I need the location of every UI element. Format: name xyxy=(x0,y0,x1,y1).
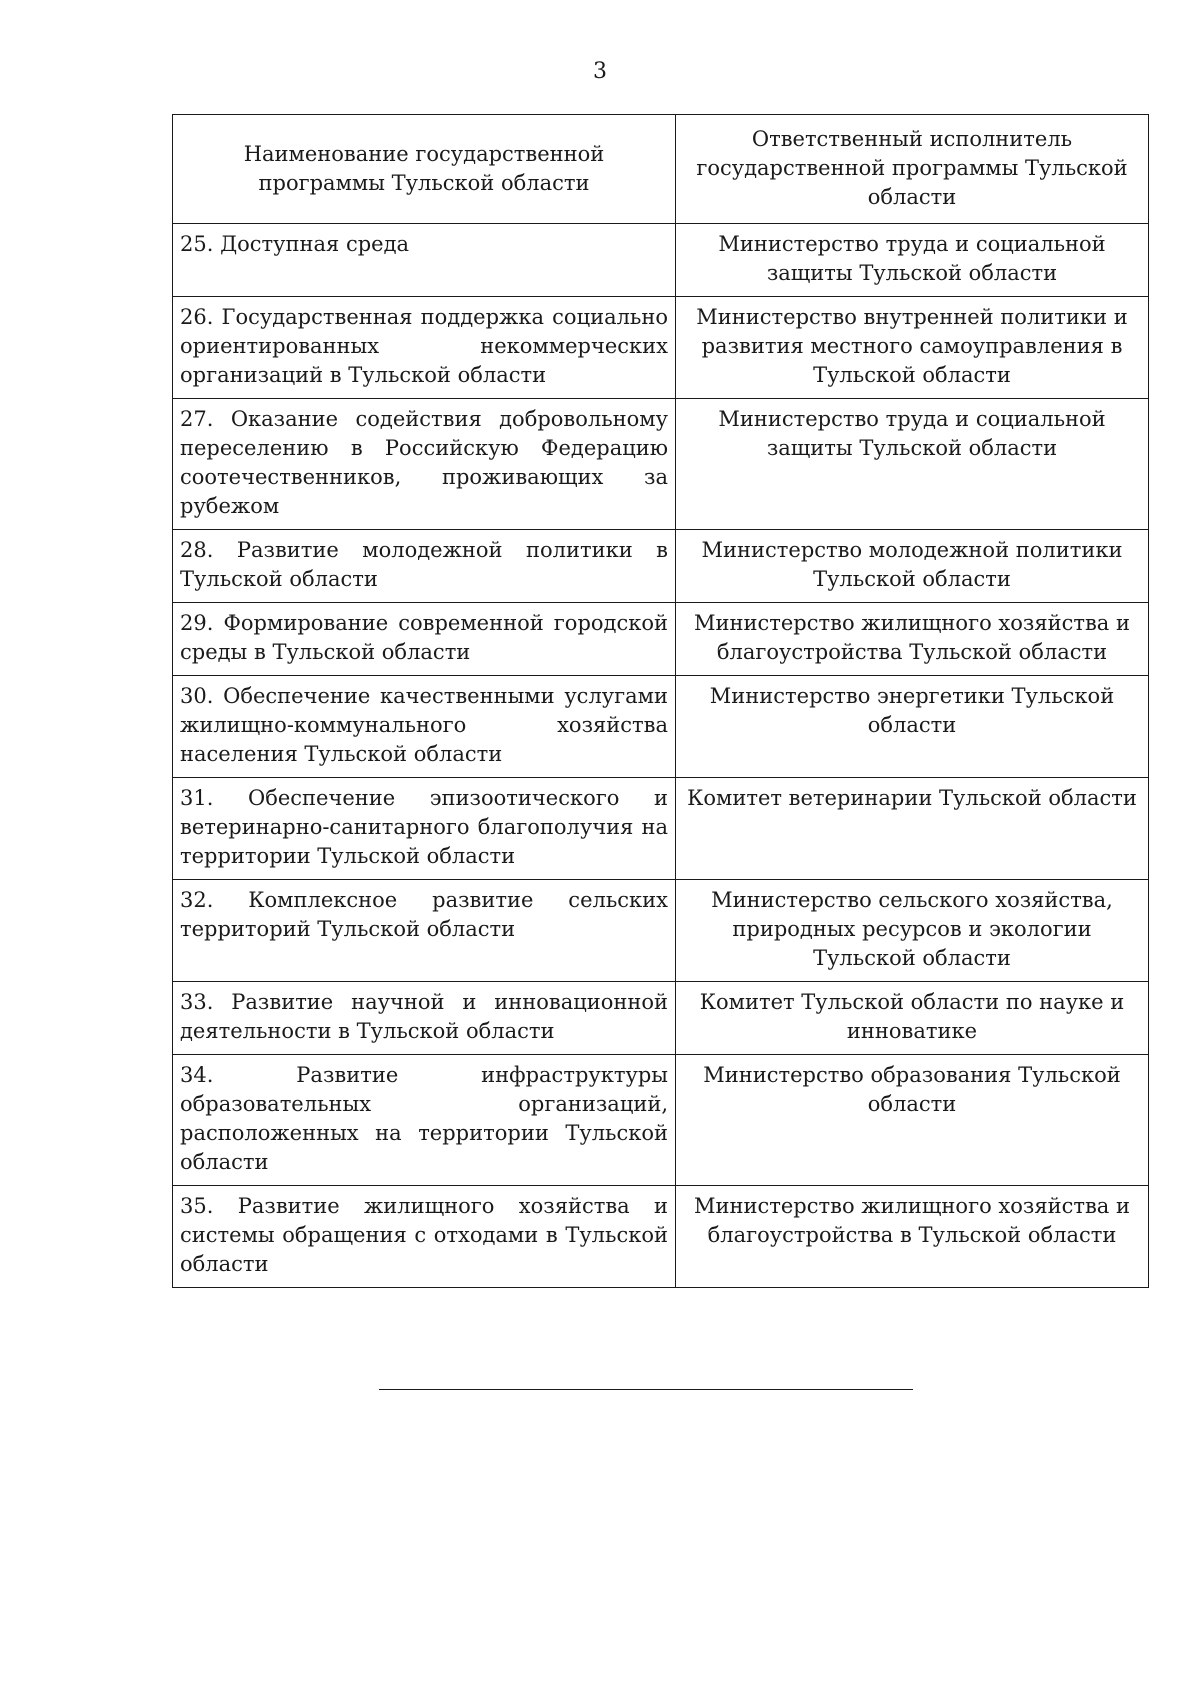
program-name: 35. Развитие жилищного хозяйства и системы обращения с отходами в Тульской области xyxy=(173,1186,676,1288)
program-name: 30. Обеспечение качественными услугами жилищно-коммунального хозяйства населения Тульской области xyxy=(173,676,676,778)
table-row xyxy=(173,530,1149,603)
responsible-executor: Министерство энергетики Тульской области xyxy=(676,676,1149,778)
table-row xyxy=(173,399,1149,530)
responsible-executor: Министерство молодежной политики Тульской области xyxy=(676,530,1149,603)
programs-table xyxy=(172,114,1149,1288)
end-of-document-rule xyxy=(379,1389,913,1390)
program-name: 27. Оказание содействия добровольному переселению в Российскую Федерацию соотечественников, проживающих за рубежом xyxy=(173,399,676,530)
table-row xyxy=(173,603,1149,676)
responsible-executor: Министерство внутренней политики и развития местного самоуправления в Тульской области xyxy=(676,297,1149,399)
table-row xyxy=(173,297,1149,399)
responsible-executor: Министерство образования Тульской области xyxy=(676,1055,1149,1186)
table-row xyxy=(173,778,1149,880)
program-name: 29. Формирование современной городской среды в Тульской области xyxy=(173,603,676,676)
responsible-executor: Министерство жилищного хозяйства и благоустройства в Тульской области xyxy=(676,1186,1149,1288)
program-name: 34. Развитие инфраструктуры образовательных организаций, расположенных на территории Тульской области xyxy=(173,1055,676,1186)
page-number: 3 xyxy=(593,59,607,84)
table-row xyxy=(173,224,1149,297)
header-program-name: Наименование государственной программы Тульской области xyxy=(173,115,676,224)
responsible-executor: Министерство труда и социальной защиты Тульской области xyxy=(676,399,1149,530)
responsible-executor: Комитет Тульской области по науке и инноватике xyxy=(676,982,1149,1055)
header-responsible-executor: Ответственный исполнитель государственной программы Тульской области xyxy=(676,115,1149,224)
program-name: 32. Комплексное развитие сельских территорий Тульской области xyxy=(173,880,676,982)
program-name: 28. Развитие молодежной политики в Тульской области xyxy=(173,530,676,603)
program-name: 26. Государственная поддержка социально ориентированных некоммерческих организаций в Тульской области xyxy=(173,297,676,399)
responsible-executor: Министерство жилищного хозяйства и благоустройства Тульской области xyxy=(676,603,1149,676)
program-name: 33. Развитие научной и инновационной деятельности в Тульской области xyxy=(173,982,676,1055)
program-name: 25. Доступная среда xyxy=(173,224,676,297)
table-header-row xyxy=(173,115,1149,224)
program-name: 31. Обеспечение эпизоотического и ветеринарно-санитарного благополучия на территории Тульской области xyxy=(173,778,676,880)
responsible-executor: Министерство труда и социальной защиты Тульской области xyxy=(676,224,1149,297)
table-row xyxy=(173,880,1149,982)
table-row xyxy=(173,982,1149,1055)
table-row xyxy=(173,1055,1149,1186)
table-row xyxy=(173,676,1149,778)
responsible-executor: Комитет ветеринарии Тульской области xyxy=(676,778,1149,880)
table-row xyxy=(173,1186,1149,1288)
responsible-executor: Министерство сельского хозяйства, природных ресурсов и экологии Тульской области xyxy=(676,880,1149,982)
